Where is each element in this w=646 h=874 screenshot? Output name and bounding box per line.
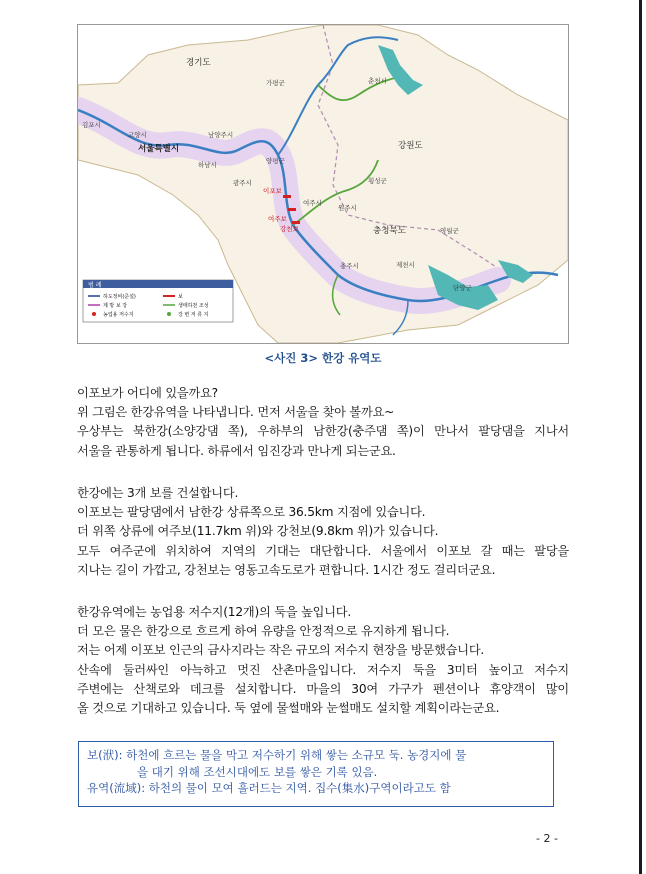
map-label-gangcheonbo: 강천보 [280,225,299,233]
legend-item: 농업용 저수지 [103,312,134,318]
map-label-jecheon: 제천시 [396,261,415,269]
map-label-gimpo: 김포시 [82,121,101,129]
text-line: 주변에는 산책로와 데크를 설치합니다. 마을의 30여 가구가 펜션이나 휴양객이 많이 [77,681,569,696]
map-label-ipobo: 이포보 [263,187,282,195]
map-label-gangwon: 강원도 [398,141,423,151]
map-label-goyang: 고양시 [128,131,147,139]
legend-item: 생태하천 조성 [178,303,209,309]
text-line: 한강유역에는 농업용 저수지(12개)의 둑을 높입니다. [77,605,352,619]
map-label-hanam: 하남시 [198,161,217,169]
map-label-namyangju: 남양주시 [208,131,234,139]
text-line: 올 것으로 기대하고 있습니다. 둑 옆에 물썰매와 눈썰매도 설치할 계획이라는군요. [77,701,500,716]
map-legend [83,280,233,322]
map-label-yeongwol: 영월군 [440,227,459,235]
map-label-yeoju: 여주시 [303,199,322,207]
map-label-gyeonggi: 경기도 [186,58,211,68]
text-line: 위 그림은 한강유역을 나타냅니다. 먼저 서울을 찾아 볼까요~ [77,405,395,420]
han-river-basin-map [77,24,569,344]
text-line: 산속에 둘러싸인 아늑하고 멋진 산촌마을입니다. 저수지 둑을 3미터 높이고 저수지 [77,662,569,677]
paragraph-location [77,384,569,461]
map-label-danyang: 단양군 [453,284,472,292]
text-line: 한강에는 3개 보를 건설합니다. [77,486,239,500]
map-label-hoengseong: 횡성군 [368,177,387,185]
text-line: 더 위쪽 상류에 여주보(11.7km 위)와 강천보(9.8km 위)가 있습니다. [77,524,439,539]
legend-item: 하도정비(준설) [103,294,136,300]
legend-item: 보 [178,294,183,300]
map-label-wonju: 원주시 [338,204,357,212]
text-line: 지나는 길이 가깝고, 강천보는 영동고속도로가 편합니다. 1시간 정도 걸리더군요. [77,562,496,577]
glossary-bo: 보(洑): 하천에 흐르는 물을 막고 저수하기 위해 쌓는 소규모 둑. 농경지에 물 [87,748,467,762]
paragraph-weirs [77,484,569,580]
text-line: 이포보가 어디에 있을까요? [77,386,218,400]
map-label-yangpyeong: 양평군 [266,157,285,165]
text-line: 이포보는 팔당댐에서 남한강 상류쪽으로 36.5km 지점에 있습니다. [77,505,426,520]
paragraph-reservoirs [77,603,569,718]
map-label-gwangju: 광주시 [233,179,252,187]
text-line: 우상부는 북한강(소양강댐 쪽), 우하부의 남한강(충주댐 쪽)이 만나서 팔당댐을 지나서 [77,424,569,439]
map-label-seoul: 서울특별시 [138,144,180,154]
text-line: 저는 어제 이포보 인근의 금사지라는 작은 규모의 저수지 현장을 방문했습니다. [77,643,485,658]
glossary-box [78,741,554,807]
map-label-yeojubo: 여주보 [268,215,287,223]
glossary-bo-continued: 을 대기 위해 조선시대에도 보를 쌓은 기록 있음. [137,764,378,779]
text-line: 더 모은 물은 한강으로 흐르게 하여 유량을 안정적으로 유지하게 됩니다. [77,624,450,639]
glossary-basin: 유역(流域): 하천의 물이 모여 흘러드는 지역. 집수(集水)구역이라고도 함 [87,781,451,795]
legend-item: 강 변 저 류 지 [178,312,209,318]
legend-title: 범 례 [88,282,102,289]
page-right-border [639,0,642,874]
figure-caption: <사진 3> 한강 유역도 [264,351,382,365]
text-line: 모두 여주군에 위치하여 지역의 기대는 대단합니다. 서울에서 이포보 갈 때는 팔당을 [77,543,569,558]
map-label-chungju: 충주시 [340,262,359,270]
map-label-gapyeong: 가평군 [266,79,285,87]
page-number: - 2 - [536,832,558,845]
text-line: 서울을 관통하게 됩니다. 하류에서 임진강과 만나게 되는군요. [77,443,396,458]
map-label-chuncheon: 춘천시 [368,77,387,85]
map-label-chungbuk: 충청북도 [373,226,406,236]
legend-item: 제 방 보 강 [103,303,128,309]
